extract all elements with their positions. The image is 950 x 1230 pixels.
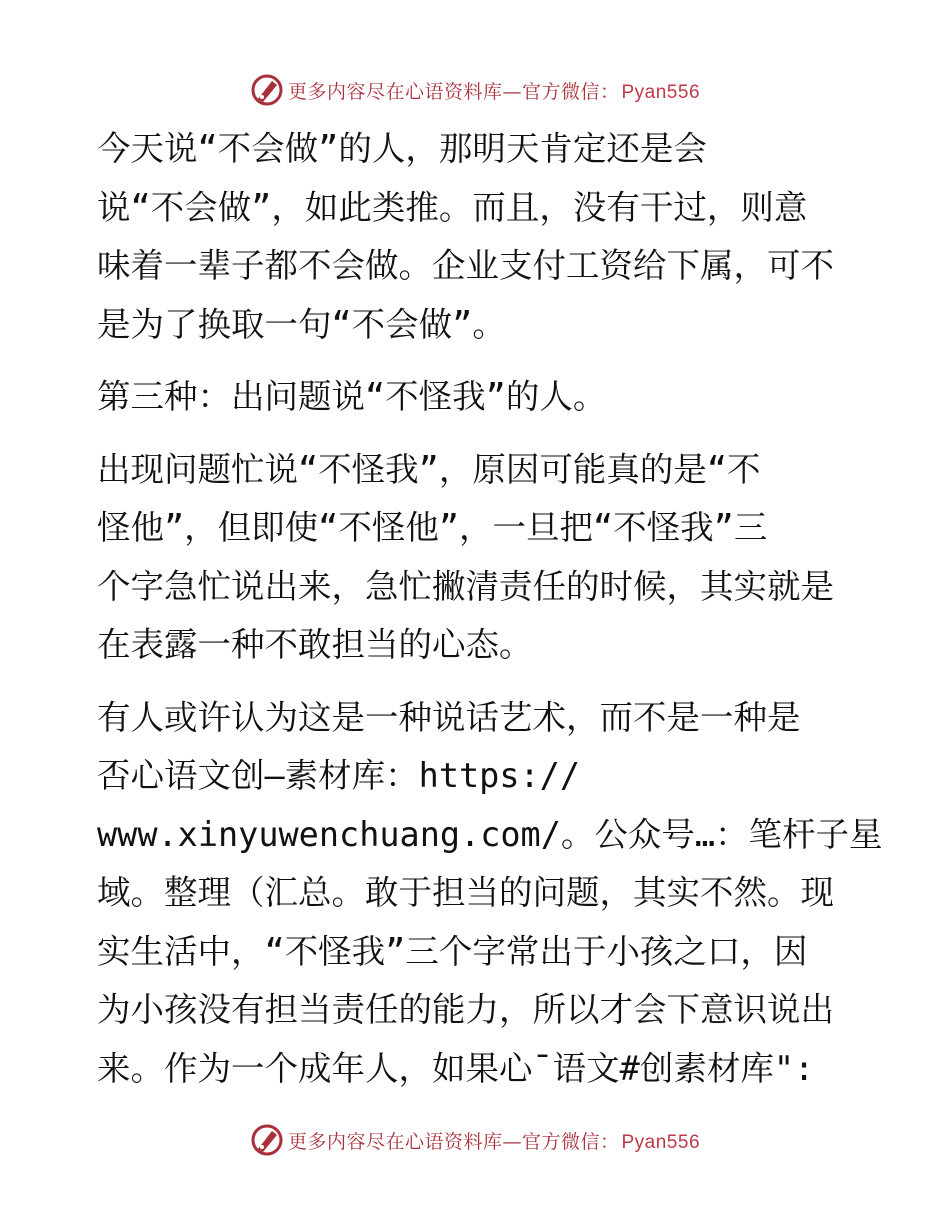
text-line: www.xinyuwenchuang.com/。公众号…：笔杆子星: [97, 814, 883, 854]
text-line: 说“不会做”，如此类推。而且，没有干过，则意: [97, 187, 808, 227]
paragraph: [97, 120, 857, 354]
text-line: 在表露一种不敢担当的心态。: [97, 625, 533, 664]
header-banner: [0, 70, 950, 110]
header-wechat-id: Pyan556: [621, 81, 701, 103]
text-line: 今天说“不会做”的人，那明天肯定还是会: [97, 129, 707, 168]
text-line: 否心语文创—素材库：https://: [97, 756, 581, 795]
section-heading: 第三种：出问题说“不怪我”的人。: [97, 377, 607, 416]
text-line: 为小孩没有担当责任的能力，所以才会下意识说出: [97, 990, 834, 1029]
text-line: 怪他”，但即使“不怪他”，一旦把“不怪我”三: [97, 508, 768, 547]
text-line: 味着一辈子都不会做。企业支付工资给下属，可不: [97, 246, 834, 285]
paragraph: [97, 441, 857, 675]
footer-dash: —: [502, 1130, 522, 1153]
paragraph: [97, 368, 857, 427]
footer-text: 更多内容尽在心语资料库: [287, 1130, 503, 1153]
pen-logo-icon: [250, 73, 284, 107]
text-line: 有人或许认为这是一种说话艺术，而不是一种是: [97, 697, 801, 737]
text-line: 实生活中，“不怪我”三个字常出于小孩之口，因: [97, 931, 808, 971]
text-line: 是为了换取一句“不会做”。: [97, 304, 506, 344]
text-line: 域。整理（汇总。敢于担当的问题，其实不然。现: [97, 873, 834, 912]
document-body: [97, 120, 883, 1112]
paragraph: [97, 689, 883, 1099]
text-line: 来。作为一个成年人，如果心¯语文#创素材库":: [97, 1048, 815, 1088]
header-text: 更多内容尽在心语资料库: [287, 80, 503, 103]
pen-logo-icon: [250, 1123, 284, 1157]
footer-wechat-id: Pyan556: [621, 1131, 701, 1153]
footer-banner: [0, 1120, 950, 1160]
text-line: 个字急忙说出来，急忙撇清责任的时候，其实就是: [97, 566, 834, 606]
text-line: 出现问题忙说“不怪我”，原因可能真的是“不: [97, 449, 761, 489]
header-wechat-label: 官方微信：: [521, 80, 620, 103]
header-dash: —: [502, 80, 522, 103]
footer-wechat-label: 官方微信：: [521, 1130, 620, 1153]
